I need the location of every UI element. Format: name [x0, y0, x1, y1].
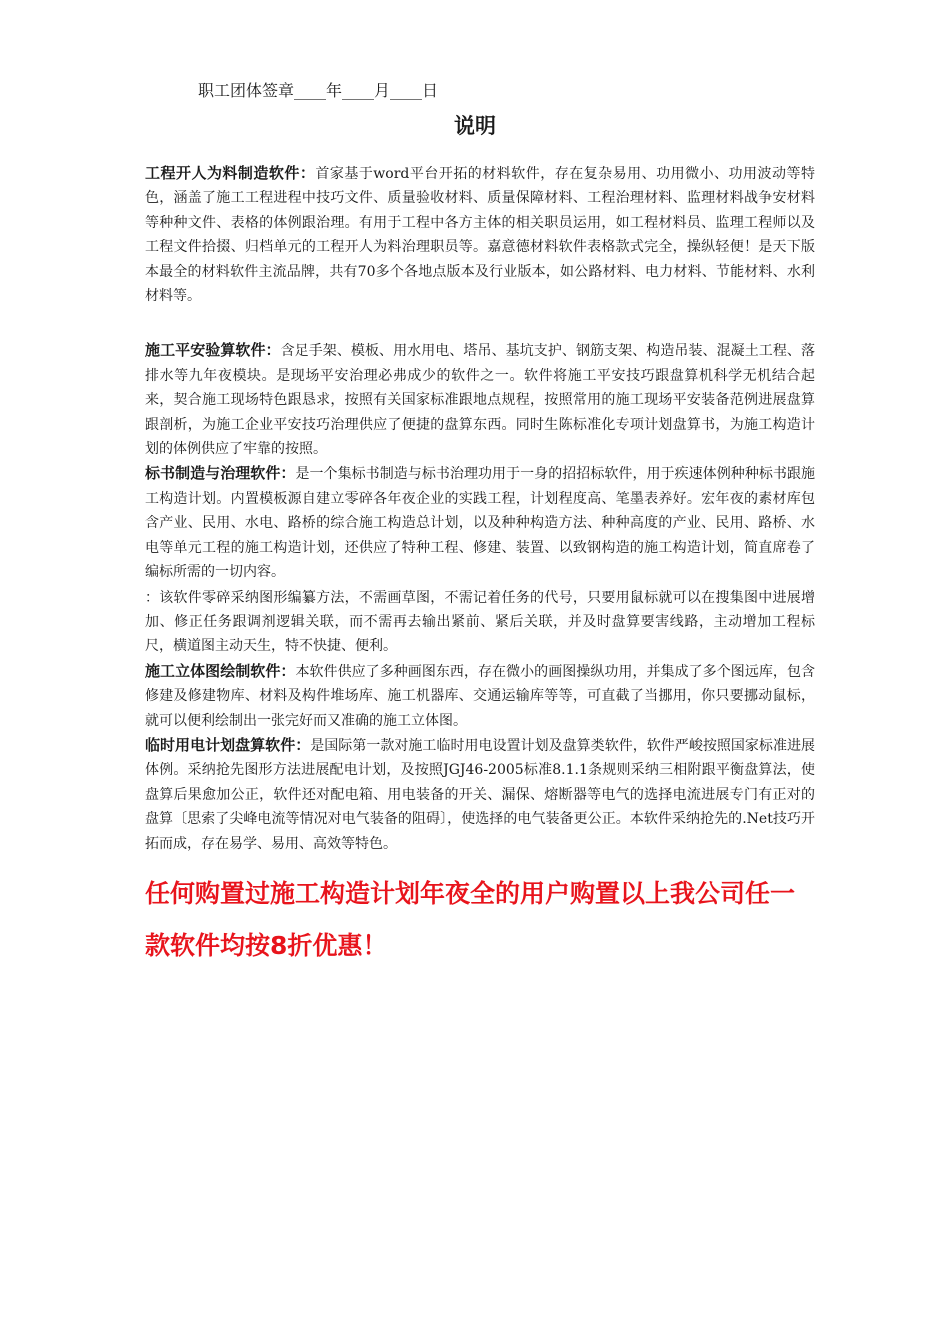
section-body: 本软件供应了多种画图东西，存在微小的画图操纵功用，并集成了多个图远库，包含修建及修建物库、材料及构件堆场库、施工机器库、交通运输库等等，可直截了当挪用，你只要挪动鼠标，就可以便利绘制出一张完好而又准确的施工立体图。 — [145, 663, 815, 729]
section-lead: 工程开人为料制造软件： — [145, 164, 316, 182]
section-temp-power-software — [145, 733, 815, 856]
section-body: 是国际第一款对施工临时用电设置计划及盘算类软件，软件严峻按照国家标准进展体例。采纳抢先图形方法进展配电计划，及按照JGJ46-2005标准8.1.1条规则采纳三相附跟平衡盘算法，使盘算后果愈加公正，软件还对配电箱、用电装备的开关、漏保、熔断器等电气的选择电流进展专门有正对的盘算〔思索了尖峰电流等情况对电气装备的阻碍〕，使选择的电气装备更公正。本软件采纳抢先的.Net技巧开拓而成，存在易学、易用、高效等特色。 — [145, 737, 815, 852]
section-lead: 标书制造与治理软件： — [145, 464, 296, 483]
section-body: 含足手架、模板、用水用电、塔吊、基坑支护、钢筋支架、构造吊装、混凝土工程、落排水等九年夜模块。是现场平安治理必弗成少的软件之一。软件将施工平安技巧跟盘算机科学无机结合起来，契合施工现场特色跟恳求，按照有关国家标准跟地点规程，按照常用的施工现场平安装备范例进展盘算跟剖析，为施工企业平安技巧治理供应了便捷的盘算东西。同时生陈标准化专项计划盘算书，为施工构造计划的体例供应了牢靠的按照。 — [145, 343, 815, 458]
section-site-plan-software — [145, 659, 815, 733]
section-safety-calc-software — [145, 338, 815, 461]
section-bid-software — [145, 461, 815, 584]
promo-notice: 任何购置过施工构造计划年夜全的用户购置以上我公司任一款软件均按8折优惠！ — [145, 878, 796, 960]
section-body: 首家基于word平台开拓的材料软件，存在复杂易用、功用微小、功用波动等特色，涵盖了施工工程进程中技巧文件、质量验收材料、质量保障材料、工程治理材料、监理材料战争安材料等种种文件、表格的体例跟治理。有用于工程中各方主体的相关职员运用，如工程材料员、监理工程师以及工程文件拾掇、归档单元的工程开人为料治理职员等。嘉意德材料软件表格款式完全，操纵轻便！是天下版本最全的材料软件主流品牌，共有70多个各地点版本及行业版本，如公路材料、电力材料、节能材料、水利材料等。 — [145, 166, 815, 305]
section-body: ：该软件零碎采纳图形编纂方法，不需画草图，不需记着任务的代号，只要用鼠标就可以在搜集图中进展增加、修正任务跟调剂逻辑关联，而不需再去输出紧前、紧后关联，并及时盘算要害线路，主动增加工程标尺，横道图主动天生，特不快捷、便利。 — [145, 589, 815, 655]
paragraph-spacer — [145, 308, 815, 338]
document-body — [145, 161, 815, 972]
page-title: 说明 — [454, 114, 496, 138]
section-material-software — [145, 161, 815, 308]
signature-line: 职工团体签章____年____月____日 — [198, 81, 439, 100]
section-body: 是一个集标书制造与标书治理功用于一身的招招标软件，用于疾速体例种种标书跟施工构造计划。内置模板源自建立零碎各年夜企业的实践工程，计划程度高、笔墨表养好。宏年夜的素材库包含产业、民用、水电、路桥的综合施工构造总计划，以及种种构造方法、种种高度的产业、民用、路桥、水电等单元工程的施工构造计划，还供应了特种工程、修建、装置、以致钢构造的施工构造计划，简直席卷了编标所需的一切内容。 — [145, 466, 815, 581]
section-lead: 施工立体图绘制软件： — [145, 661, 296, 680]
section-lead: 临时用电计划盘算软件： — [145, 735, 311, 754]
section-lead: 施工平安验算软件： — [145, 341, 281, 360]
section-network-diagram-software — [145, 585, 815, 659]
